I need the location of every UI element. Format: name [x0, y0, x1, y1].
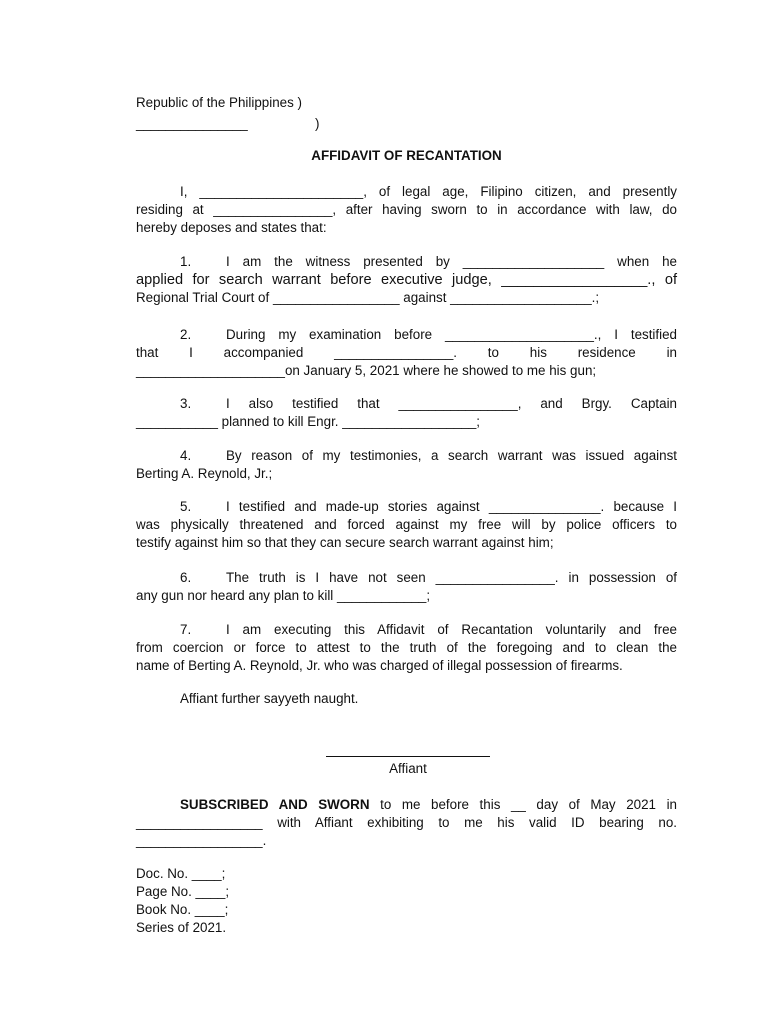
- paragraph-text: ____________________on January 5, 2021 where he showed to me his gun;: [136, 363, 597, 378]
- closing-line: Affiant further sayyeth naught.: [180, 691, 359, 706]
- paragraph-text: Berting A. Reynold, Jr.;: [136, 466, 273, 481]
- page-no: Page No. ____;: [136, 884, 230, 899]
- paragraph-number: 2.: [180, 327, 192, 342]
- paragraph-text: I testified and made-up stories against _______________. because I: [226, 499, 677, 514]
- paragraph-number: 4.: [180, 448, 192, 463]
- venue-blank: _______________: [136, 116, 248, 131]
- jurat-line-2: _________________ with Affiant exhibiting to me his valid ID bearing no.: [136, 815, 677, 830]
- intro-paragraph: [136, 183, 677, 237]
- intro-line-1: I, ______________________, of legal age, Filipino citizen, and presently: [180, 184, 677, 199]
- doc-no: Doc. No. ____;: [136, 866, 226, 881]
- paragraph-4: [136, 447, 677, 483]
- paragraph-number: 1.: [180, 254, 192, 269]
- paragraph-6: [136, 569, 677, 605]
- paragraph-text: During my examination before ____________________., I testified: [226, 327, 677, 342]
- paragraph-text: By reason of my testimonies, a search warrant was issued against: [226, 448, 677, 463]
- jurat-text: to me before this __ day of May 2021 in: [369, 797, 677, 812]
- paragraph-text: testify against him so that they can secure search warrant against him;: [136, 535, 554, 550]
- series: Series of 2021.: [136, 920, 227, 935]
- paragraph-number: 6.: [180, 570, 192, 585]
- affiant-label: Affiant: [389, 761, 427, 776]
- paragraph-text: I am the witness presented by ___________________ when he: [226, 254, 677, 269]
- book-no: Book No. ____;: [136, 902, 229, 917]
- paragraph-text: I also testified that ________________, and Brgy. Captain: [226, 396, 677, 411]
- paragraph-text: name of Berting A. Reynold, Jr. who was charged of illegal possession of firearms.: [136, 658, 623, 673]
- intro-line-3: hereby deposes and states that:: [136, 220, 327, 235]
- paragraph-text: any gun nor heard any plan to kill ____________;: [136, 588, 431, 603]
- paragraph-number: 3.: [180, 396, 192, 411]
- paragraph-text: was physically threatened and forced against my free will by police officers to: [136, 517, 677, 532]
- venue-line-1: Republic of the Philippines ): [136, 95, 302, 110]
- jurat-heading: SUBSCRIBED AND SWORN: [180, 797, 370, 812]
- venue-line-2: [136, 115, 677, 133]
- paragraph-5: [136, 498, 677, 552]
- jurat: [136, 796, 677, 850]
- intro-line-2: residing at ________________, after having sworn to in accordance with law, do: [136, 202, 677, 217]
- paragraph-3: [136, 395, 677, 431]
- paragraph-text: ___________ planned to kill Engr. __________________;: [136, 414, 481, 429]
- paragraph-number: 5.: [180, 499, 192, 514]
- jurat-line-3: _________________.: [136, 833, 267, 848]
- document-title: AFFIDAVIT OF RECANTATION: [311, 148, 502, 163]
- paragraph-2: [136, 326, 677, 380]
- signature-line: [326, 756, 490, 757]
- paragraph-text: from coercion or force to attest to the truth of the foregoing and to clean the: [136, 640, 677, 655]
- paragraph-text: applied for search warrant before executive judge, __________________., of: [136, 272, 677, 288]
- paragraph-text: I am executing this Affidavit of Recantation voluntarily and free: [226, 622, 677, 637]
- paragraph-text: Regional Trial Court of _________________ against ___________________.;: [136, 290, 600, 305]
- paragraph-number: 7.: [180, 622, 192, 637]
- notarial-register: [136, 865, 677, 937]
- paragraph-text: that I accompanied ________________. to his residence in: [136, 345, 677, 360]
- paragraph-1: [136, 253, 677, 307]
- paragraph-text: The truth is I have not seen ________________. in possession of: [226, 570, 677, 585]
- paragraph-7: [136, 621, 677, 675]
- venue-paren: ): [315, 116, 320, 131]
